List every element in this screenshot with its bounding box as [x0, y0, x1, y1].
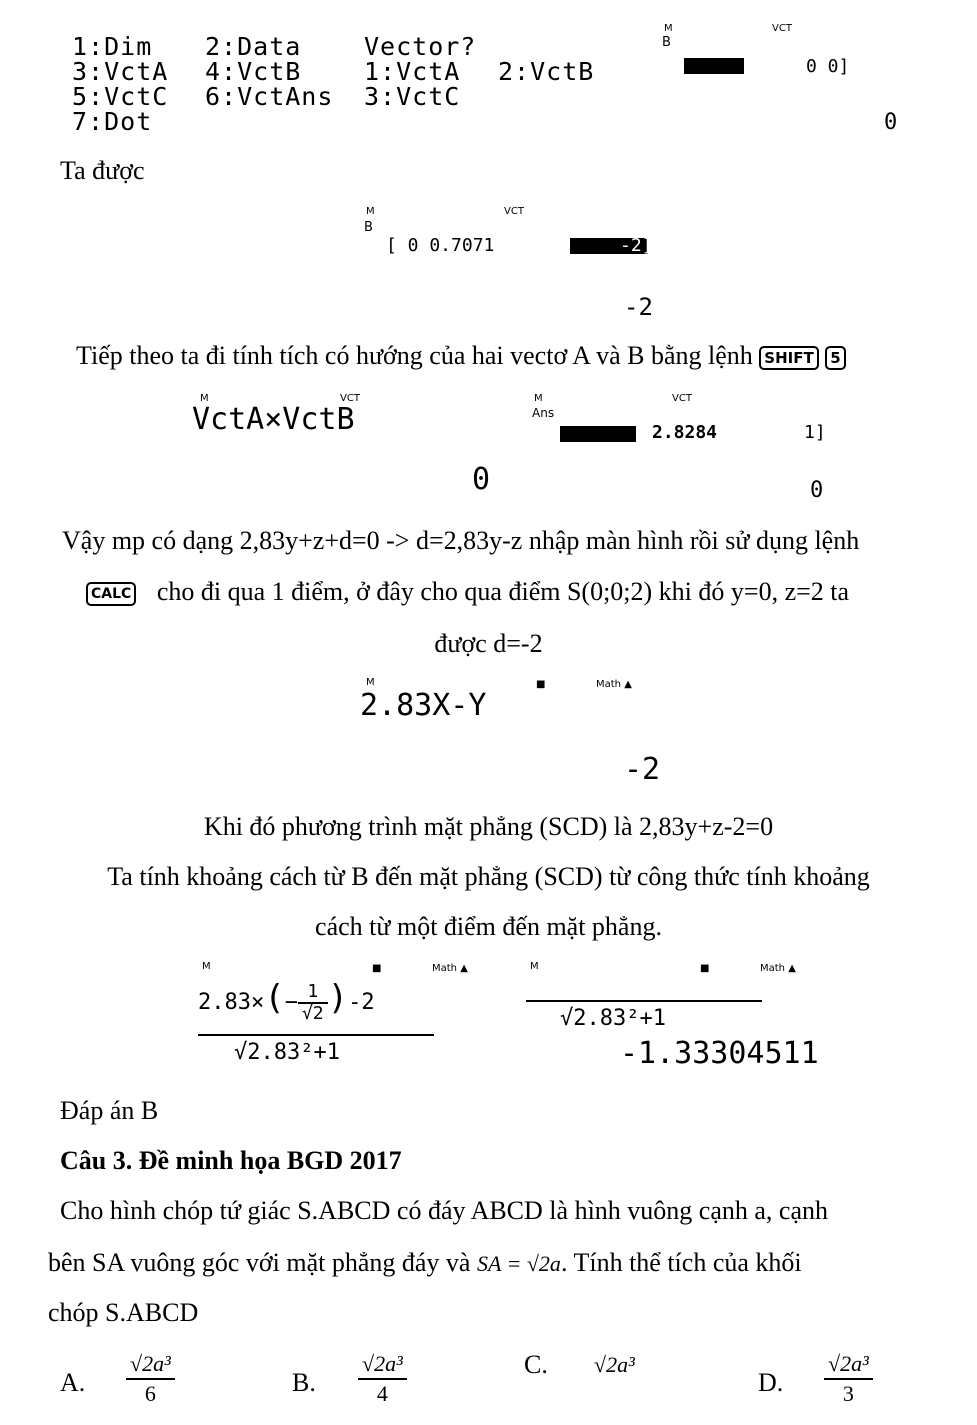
para-vay: Vậy mp có dạng 2,83y+z+d=0 -> d=2,83y-z nhập màn hình rồi sử dụng lệnh [62, 526, 860, 555]
calc-screen-matrix-b [660, 22, 900, 135]
menu-item: 7:Dot [72, 107, 153, 136]
choice-label: B. [292, 1368, 316, 1397]
vector-prefix: B [364, 220, 373, 235]
menu-item: 2:Data [205, 32, 302, 61]
question-line-2b: . Tính thể tích của khối [560, 1248, 802, 1277]
answer-text: Đáp án B [60, 1096, 159, 1125]
vector-row: [ 0 0.7071 [386, 235, 495, 256]
vector-row-end: -2] [620, 235, 653, 256]
menu-item: 6:VctAns [205, 82, 334, 111]
indicator-math: Math ▲ [596, 679, 632, 690]
fraction-line [198, 1034, 434, 1036]
choice-label: A. [60, 1368, 86, 1397]
calc-screen-expression [360, 676, 670, 796]
fraction-line [526, 1000, 762, 1002]
option-item: 1:VctA [364, 57, 461, 86]
vector-prompt: Vector? [364, 32, 477, 61]
para-next-text: Tiếp theo ta đi tính tích có hướng của hai vectơ A và B bằng lệnh [76, 341, 753, 370]
option-item: 3:VctC [364, 82, 461, 111]
matrix-prefix: B [662, 35, 671, 50]
para-khi: Khi đó phương trình mặt phẳng (SCD) là 2,83y+z-2=0 [203, 812, 774, 841]
indicator-b-icon: ■ [372, 963, 382, 974]
calc-screen-answer-vector [532, 392, 832, 507]
menu-item: 4:VctB [205, 57, 302, 86]
calc-screen-distance-result [524, 960, 834, 1080]
question-line-1: Cho hình chóp tứ giác S.ABCD có đáy ABCD là hình vuông cạnh a, cạnh [60, 1196, 828, 1225]
formula-denominator: √2.83²+1 [234, 1040, 340, 1065]
question-math-sa: SA = √2a [476, 1251, 561, 1276]
shift-key-icon: SHIFT [759, 346, 818, 370]
choice-a-den: 6 [144, 1381, 156, 1406]
choice-d-fraction [824, 1350, 873, 1408]
cursor-bar [684, 58, 744, 74]
answer-choices [60, 1350, 920, 1420]
para-next [76, 341, 846, 371]
indicator-m: M [200, 393, 209, 404]
ans-row-end: 1] [804, 422, 826, 443]
numerator-frac-bottom: √2 [301, 1003, 324, 1024]
indicator-m: M [202, 961, 211, 972]
indicator-b-icon: ■ [536, 679, 546, 690]
indicator-m: M [366, 677, 375, 688]
choice-label: C. [524, 1350, 548, 1379]
cross-result: 0 [472, 462, 491, 497]
choice-a-num: √2a³ [126, 1350, 175, 1380]
indicator-b-icon: ■ [700, 963, 710, 974]
cursor-bar [560, 426, 636, 442]
para-ta-tinh-1: Ta tính khoảng cách từ B đến mặt phẳng (SCD) từ công thức tính khoảng [107, 862, 870, 891]
choice-c-value: √2a³ [594, 1352, 635, 1377]
ans-result: 0 [810, 478, 824, 503]
ans-row: 2.8284 [652, 422, 718, 443]
indicator-math: Math ▲ [432, 963, 468, 974]
choice-d-num: √2a³ [824, 1350, 873, 1380]
choice-a-fraction [126, 1350, 175, 1408]
indicator-vct: VCT [672, 393, 692, 404]
indicator-vct: VCT [772, 23, 792, 34]
choice-b-num: √2a³ [358, 1350, 407, 1380]
calc-screen-vector-b [362, 205, 662, 320]
five-key-icon: 5 [825, 346, 845, 370]
expression-result: -2 [624, 752, 661, 787]
calc-screen-cross-product [192, 392, 512, 507]
para-ta-tinh-2: cách từ một điểm đến mặt phẳng. [315, 912, 662, 941]
numerator-right: -2 [348, 990, 375, 1015]
calc-screen-distance-formula [196, 960, 496, 1080]
expression-text: 2.83X-Y [360, 688, 487, 723]
matrix-values: 0 0] [806, 56, 850, 77]
result-denominator: √2.83²+1 [560, 1006, 666, 1031]
option-item: 2:VctB [498, 57, 595, 86]
indicator-math: Math ▲ [760, 963, 796, 974]
para-calc-text: cho đi qua 1 điểm, ở đây cho qua điểm S(0;0;2) khi đó y=0, z=2 ta [156, 577, 850, 606]
para-calc [86, 577, 849, 607]
para-duoc: được d=-2 [434, 629, 543, 658]
numerator-left: 2.83× [198, 990, 265, 1015]
indicator-m: M [664, 23, 673, 34]
distance-result: -1.33304511 [620, 1036, 819, 1071]
choice-d-den: 3 [842, 1381, 854, 1406]
question-line-3: chóp S.ABCD [48, 1298, 199, 1327]
indicator-m: M [534, 393, 543, 404]
indicator-m: M [530, 961, 539, 972]
ans-prefix: Ans [532, 406, 555, 420]
numerator-frac-top: 1 [298, 982, 328, 1004]
question-title: Câu 3. Đề minh họa BGD 2017 [60, 1146, 402, 1175]
matrix-result: 0 [884, 110, 898, 135]
vector-result: -2 [624, 293, 653, 321]
choice-b-den: 4 [376, 1381, 388, 1406]
question-line-2 [48, 1248, 802, 1279]
menu-item: 3:VctA [72, 57, 169, 86]
indicator-vct: VCT [340, 393, 360, 404]
calc-key-icon: CALC [86, 582, 136, 606]
menu-item: 5:VctC [72, 82, 169, 111]
text-ta-duoc: Ta được [60, 156, 145, 185]
cross-expression: VctA×VctB [192, 402, 355, 437]
formula-numerator: 2.83×(− $\frac{1}{√2}$ )-2 [198, 978, 375, 1024]
choice-b-fraction [358, 1350, 407, 1408]
menu-item: 1:Dim [72, 32, 153, 61]
question-line-2a: bên SA vuông góc với mặt phẳng đáy và [48, 1248, 471, 1277]
choice-label: D. [758, 1368, 784, 1397]
indicator-m: M [366, 206, 375, 217]
indicator-vct: VCT [504, 206, 524, 217]
